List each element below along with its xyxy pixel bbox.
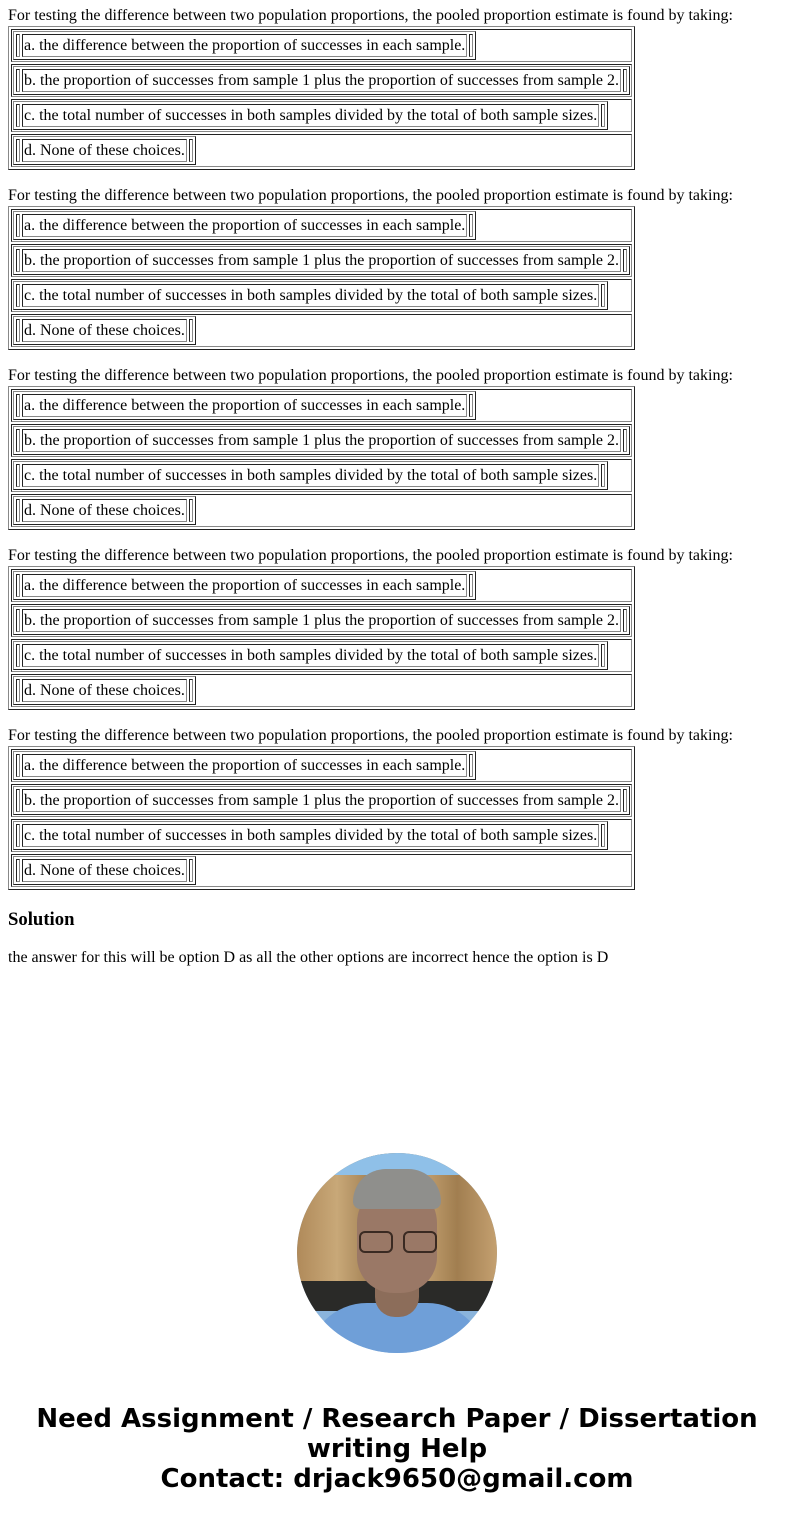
solution-heading: Solution [8,909,75,930]
question-block [8,180,786,350]
option-c [13,821,608,850]
contact-banner [0,1404,794,1494]
question-block [8,720,786,890]
option-text: a. the difference between the proportion of successes in each sample. [22,574,467,597]
option-b [13,606,630,635]
option-a [13,751,476,780]
question-prompt: For testing the difference between two population proportions, the pooled proportion estimate is found by taking: [8,367,733,384]
option-text: b. the proportion of successes from sample 1 plus the proportion of successes from sample 2. [22,789,621,812]
question-prompt: For testing the difference between two population proportions, the pooled proportion estimate is found by taking: [8,727,733,744]
options-table [8,206,635,350]
option-c [13,641,608,670]
question-prompt: For testing the difference between two population proportions, the pooled proportion estimate is found by taking: [8,187,733,204]
option-b [13,426,630,455]
option-a [13,31,476,60]
option-text: d. None of these choices. [22,139,187,162]
option-text: c. the total number of successes in both samples divided by the total of both sample sizes. [22,464,599,487]
solution-text: the answer for this will be option D as all the other options are incorrect hence the option is D [8,949,609,966]
options-table [8,386,635,530]
option-text: a. the difference between the proportion of successes in each sample. [22,34,467,57]
option-text: d. None of these choices. [22,859,187,882]
option-a [13,391,476,420]
question-prompt: For testing the difference between two population proportions, the pooled proportion estimate is found by taking: [8,547,733,564]
option-text: c. the total number of successes in both samples divided by the total of both sample sizes. [22,284,599,307]
option-text: c. the total number of successes in both samples divided by the total of both sample sizes. [22,644,599,667]
option-text: d. None of these choices. [22,319,187,342]
option-text: a. the difference between the proportion of successes in each sample. [22,754,467,777]
option-text: a. the difference between the proportion of successes in each sample. [22,214,467,237]
option-text: b. the proportion of successes from sample 1 plus the proportion of successes from sample 2. [22,609,621,632]
banner-line-1: Need Assignment / Research Paper / Dissertation [36,1404,758,1434]
question-block [8,360,786,530]
option-text: a. the difference between the proportion of successes in each sample. [22,394,467,417]
banner-contact: Contact: drjack9650@gmail.com [160,1464,634,1494]
option-d [13,496,196,525]
option-text: d. None of these choices. [22,679,187,702]
option-text: c. the total number of successes in both samples divided by the total of both sample sizes. [22,824,599,847]
option-d [13,316,196,345]
avatar-hair [353,1169,441,1209]
options-table [8,26,635,170]
option-c [13,101,608,130]
banner-line-2: writing Help [306,1434,488,1464]
author-avatar [297,1153,497,1353]
option-d [13,856,196,885]
glasses-icon [403,1231,437,1253]
option-c [13,461,608,490]
option-a [13,211,476,240]
option-b [13,786,630,815]
option-text: b. the proportion of successes from sample 1 plus the proportion of successes from sample 2. [22,69,621,92]
options-table [8,566,635,710]
options-table [8,746,635,890]
option-text: d. None of these choices. [22,499,187,522]
option-text: b. the proportion of successes from sample 1 plus the proportion of successes from sample 2. [22,429,621,452]
option-a [13,571,476,600]
option-text: c. the total number of successes in both samples divided by the total of both sample sizes. [22,104,599,127]
option-d [13,676,196,705]
question-block [8,540,786,710]
question-block [8,0,786,170]
option-b [13,66,630,95]
option-d [13,136,196,165]
option-text: b. the proportion of successes from sample 1 plus the proportion of successes from sample 2. [22,249,621,272]
option-c [13,281,608,310]
option-b [13,246,630,275]
question-prompt: For testing the difference between two population proportions, the pooled proportion estimate is found by taking: [8,7,733,24]
glasses-icon [359,1231,393,1253]
